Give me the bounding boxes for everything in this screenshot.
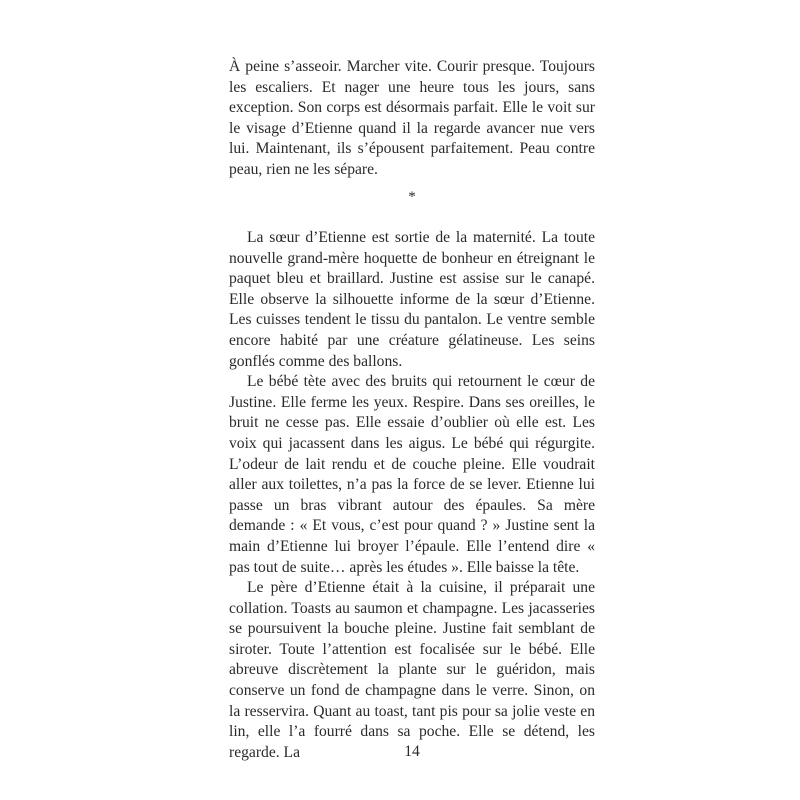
main-text-block xyxy=(229,228,595,763)
paragraph-top: À peine s’asseoir. Marcher vite. Courir presque. Toujours les escaliers. Et nager une heure tous les jours, sans exception. Son corps est désormais parfait. Elle le voit sur le visage d’Etienne quand il la regarde avancer nue vers lui. Maintenant, ils s’épousent parfaitement. Peau contre peau, rien ne les sépare. xyxy=(229,58,595,178)
paragraph-2: Le bébé tète avec des bruits qui retournent le cœur de Justine. Elle ferme les yeux. Respire. Dans ses oreilles, le bruit ne cesse pas. Elle essaie d’oublier où elle est. Les voix qui jacassent dans les aigus. Le bébé qui régurgite. L’odeur de lait rendu et de couche pleine. Elle voudrait aller aux toilettes, n’a pas la force de se lever. Etienne lui passe un bras vibrant autour des épaules. Sa mère demande : « Et vous, c’est pour quand ? » Justine sent la main d’Etienne lui broyer l’épaule. Elle l’entend dire « pas tout de suite… après les études ». Elle baisse la tête. xyxy=(229,373,595,576)
paragraph-1: La sœur d’Etienne est sortie de la maternité. La toute nouvelle grand-mère hoquette de bonheur en étreignant le paquet bleu et braillard. Justine est assise sur le canapé. Elle observe la silhouette informe de la sœur d’Etienne. Les cuisses tendent le tissu du pantalon. Le ventre semble encore habité par une créature gélatineuse. Les seins gonflés comme des ballons. xyxy=(229,229,595,370)
page-number: 14 xyxy=(404,743,420,760)
section-separator: * xyxy=(408,189,416,205)
paragraph-3: Le père d’Etienne était à la cuisine, il préparait une collation. Toasts au saumon et champagne. Les jacasseries se poursuivent la bouche pleine. Justine fait semblant de siroter. Toute l’attention est focalisée sur le bébé. Elle abreuve discrètement la plante sur le guéridon, mais conserve un fond de champagne dans le verre. Sinon, on la resservira. Quant au toast, tant pis pour sa jolie veste en lin, elle l’a fourré dans sa poche. Elle se détend, les regarde. La xyxy=(229,579,595,761)
top-text-block xyxy=(229,57,595,181)
